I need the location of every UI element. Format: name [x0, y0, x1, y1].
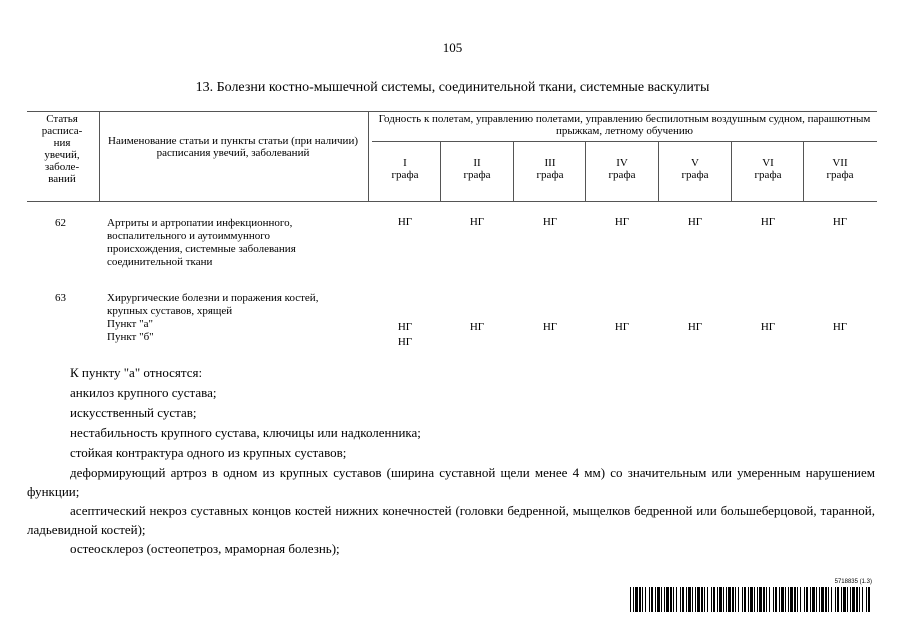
grafa-header-2: II графа [463, 157, 491, 181]
header-bottom-border [27, 201, 877, 202]
paragraph-necrosis: асептический некроз суставных концов костей нижних конечностей (головки бедренной, мыщелков бедренной или большеберцовой, таранной, ладьевидной костей); [27, 503, 875, 537]
row-62-value: НГ [760, 216, 776, 228]
punkt-a-label: Пункт "а" [107, 318, 153, 330]
row-62-value: НГ [687, 216, 703, 228]
grafa-header-6: VI графа [754, 157, 782, 181]
row-62-name: Артриты и артропатии инфекционного, воспалительного и аутоиммунного происхождения, системные заболевания соединительной ткани [107, 217, 296, 268]
page-number: 105 [442, 40, 463, 55]
grafa-header-4: IV графа [608, 157, 636, 181]
grafa-header-5: V графа [681, 157, 709, 181]
punkt-a-value: НГ [687, 321, 703, 333]
punkt-a-value: НГ [542, 321, 558, 333]
table-top-border [27, 111, 877, 112]
column-divider [368, 111, 369, 201]
punkt-a-value: НГ [469, 321, 485, 333]
row-62-value: НГ [542, 216, 558, 228]
list-item: анкилоз крупного сустава; [70, 385, 217, 400]
fitness-header-divider [372, 141, 877, 142]
grafa-header-3: III графа [536, 157, 564, 181]
punkt-a-value: НГ [614, 321, 630, 333]
grafa-header-7: VII графа [826, 157, 854, 181]
punkt-b-label: Пункт "б" [107, 331, 154, 343]
list-item: стойкая контрактура одного из крупных суставов; [70, 445, 347, 460]
row-62-value: НГ [397, 216, 413, 228]
list-item: нестабильность крупного сустава, ключицы или надколенника; [70, 425, 421, 440]
row-62-value: НГ [832, 216, 848, 228]
row-63-number: 63 [55, 292, 66, 304]
column-divider [99, 111, 100, 201]
barcode-caption: 5718835 (1.3) [834, 579, 872, 585]
barcode-block [630, 579, 872, 612]
article-column-header: Статья расписа- ния увечий, заболе- ваний [41, 113, 83, 185]
punkt-b-value: НГ [397, 336, 413, 348]
list-item: искусственный сустав; [70, 405, 197, 420]
fitness-column-header: Годность к полетам, управлению полетами, управлению беспилотным воздушным судном, парашютным прыжкам, летному обучению [378, 113, 871, 137]
row-62-number: 62 [55, 217, 66, 229]
row-63-name: Хирургические болезни и поражения костей, крупных суставов, хрящей Пункт "а" Пункт "б" [107, 292, 319, 343]
barcode [630, 587, 872, 612]
row-62-value: НГ [469, 216, 485, 228]
intro-line: К пункту "а" относятся: [70, 365, 203, 380]
list-item: остеосклероз (остеопетроз, мраморная болезнь); [70, 541, 340, 556]
paragraph-arthrosis: деформирующий артроз в одном из крупных суставов (ширина суставной щели менее 4 мм) со значительным или умеренным нарушением функции; [27, 465, 875, 499]
punkt-a-value: НГ [397, 321, 413, 333]
section-title: 13. Болезни костно-мышечной системы, соединительной ткани, системные васкулиты [195, 80, 710, 95]
punkt-a-value: НГ [760, 321, 776, 333]
row-62-value: НГ [614, 216, 630, 228]
punkt-a-value: НГ [832, 321, 848, 333]
name-column-header: Наименование статьи и пункты статьи (при наличии) расписания увечий, заболеваний [108, 135, 358, 159]
grafa-header-1: I графа [391, 157, 419, 181]
